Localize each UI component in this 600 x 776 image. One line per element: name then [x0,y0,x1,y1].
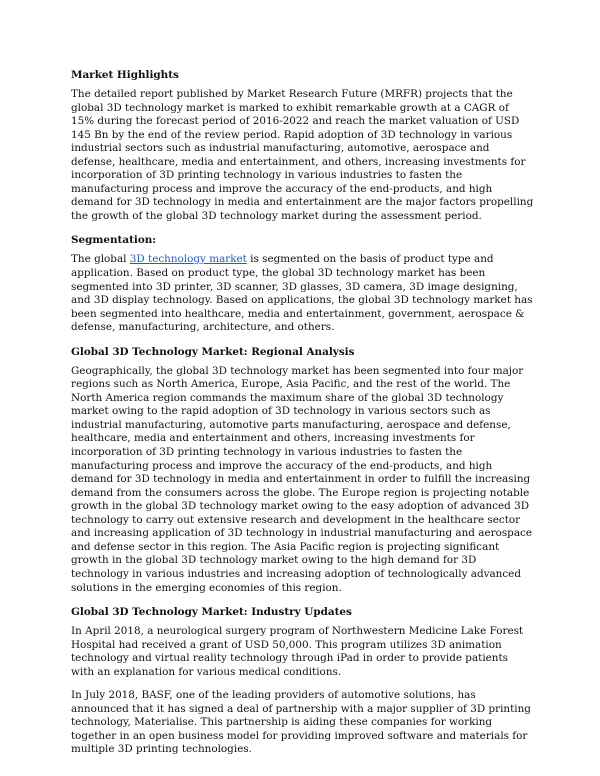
section-heading-market-highlights: Market Highlights [71,69,179,81]
section-heading-industry-updates: Global 3D Technology Market: Industry Updates [71,606,352,619]
section-heading-segmentation: Segmentation: [71,234,157,247]
regional-analysis-paragraph: Geographically, the global 3D technology market has been segmented into four major regions such as North America, Europe, Asia Pacific, and the rest of the world. The North America region commands the maximum share of the global 3D technology market owing to the rapid adoption of 3D technology in various sectors such as industrial manufacturing, automotive parts manufacturing, aerospace and defense, healthcare, media and entertainment and others, increasing investments for incorporation of 3D printing technology in various industries to fasten the manufacturing process and improve the accuracy of the end-products, and high demand for 3D technology in media and entertainment in order to fulfill the increasing demand from the consumers across the globe. The Europe region is projecting notable growth in the global 3D technology market owing to the easy adoption of advanced 3D technology to carry out extensive research and development in the healthcare sector and increasing application of 3D technology in industrial manufacturing and aerospace and defense sector in this region. The Asia Pacific region is projecting significant growth in the global 3D technology market owing to the high demand for 3D technology in various industries and increasing adoption of technologically advanced solutions in the emerging economies of this region. [71,364,532,594]
document-page [71,68,534,767]
segmentation-prefix: The global [71,253,130,266]
3d-technology-market-link[interactable]: 3D technology market [129,253,247,266]
industry-update-paragraph-1: In April 2018, a neurological surgery program of Northwestern Medicine Lake Forest Hospital had received a grant of USD 50,000. This program utilizes 3D animation technology and virtual reality technology through iPad in order to provide patients with an explanation for various medical conditions. [71,625,524,678]
market-highlights-paragraph: The detailed report published by Market Research Future (MRFR) projects that the global 3D technology market is marked to exhibit remarkable growth at a CAGR of 15% during the forecast period of 2016-2022 and reach the market valuation of USD 145 Bn by the end of the review period. Rapid adoption of 3D technology in various industrial sectors such as industrial manufacturing, automotive, aerospace and defense, healthcare, media and entertainment, and others, increasing investments for incorporation of 3D printing technology in various industries to fasten the manufacturing process and improve the accuracy of the end-products, and high demand for 3D technology in media and entertainment are the major factors propelling the growth of the global 3D technology market during the assessment period. [71,88,534,222]
segmentation-paragraph [71,253,534,334]
segmentation-suffix: is segmented on the basis of product type and application. Based on product type, the global 3D technology market has been segmented into 3D printer, 3D scanner, 3D glasses, 3D camera, 3D image designing, and 3D display technology. Based on applications, the global 3D technology market has been segmented into healthcare, media and entertainment, government, aerospace & defense, manufacturing, architecture, and others. [71,253,533,334]
section-heading-regional-analysis: Global 3D Technology Market: Regional Analysis [71,345,355,358]
industry-update-paragraph-2: In July 2018, BASF, one of the leading providers of automotive solutions, has announced that it has signed a deal of partnership with a major supplier of 3D printing technology, Materialise. This partnership is aiding these companies for working together in an open business model for providing improved software and materials for multiple 3D printing technologies. [71,689,531,756]
